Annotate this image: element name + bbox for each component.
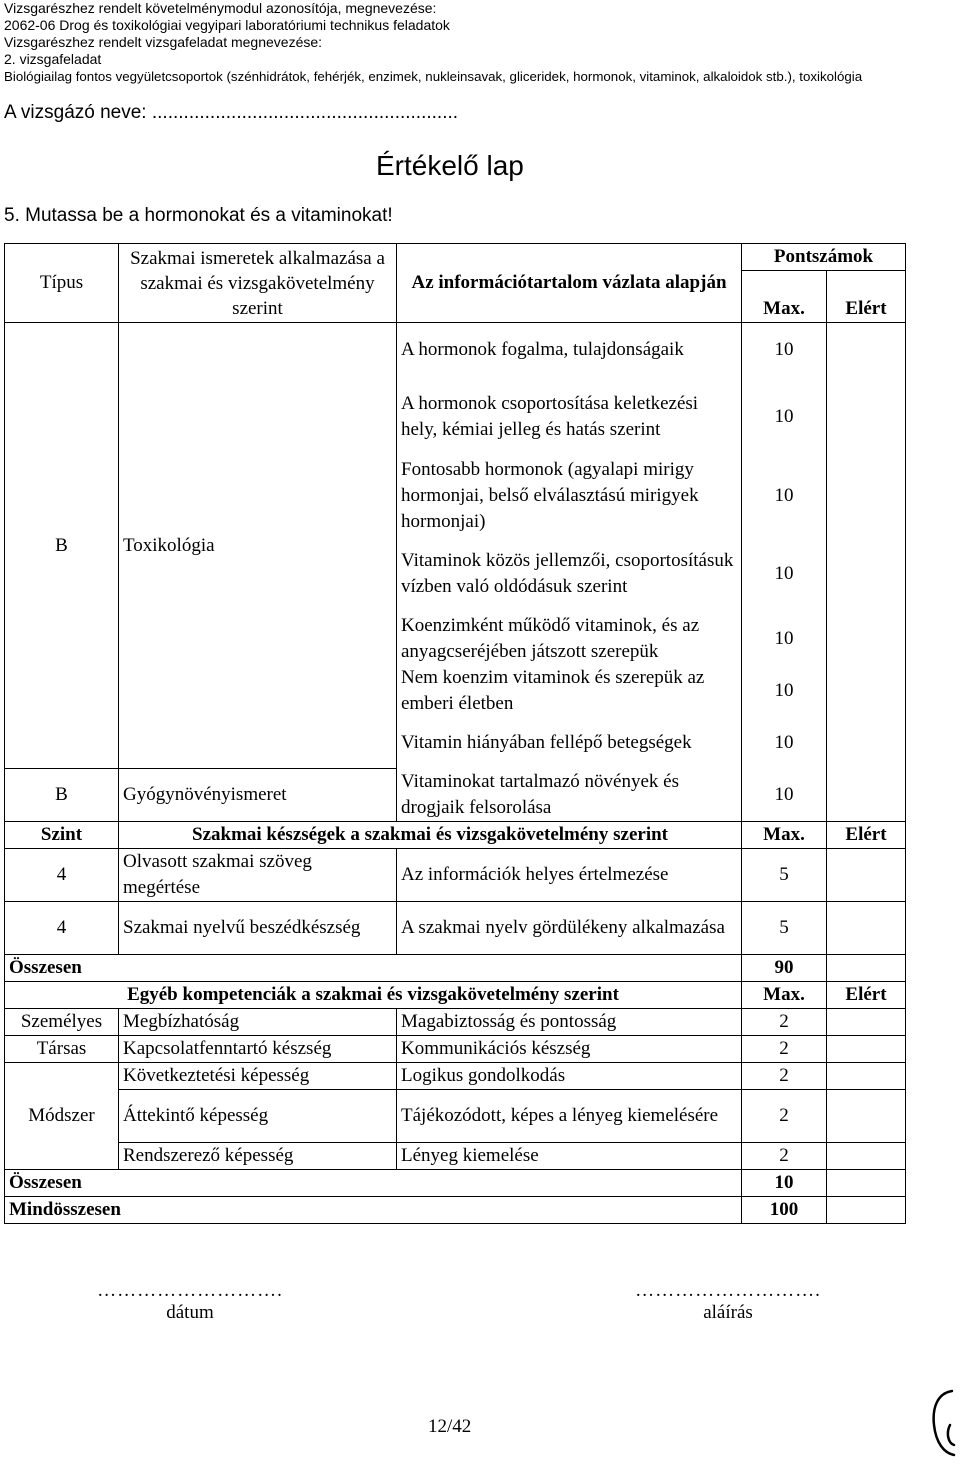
achieved-cell[interactable] [827,1196,906,1223]
achieved-cell[interactable] [827,1035,906,1062]
competency-desc: Logikus gondolkodás [397,1062,742,1089]
header-line-2: 2062-06 Drog és toxikológiai vegyipari laboratóriumi technikus feladatok [4,17,450,33]
competency-desc: Tájékozódott, képes a lényeg kiemelésére [397,1089,742,1142]
achieved-cell[interactable] [827,1142,906,1169]
signature-label: aláírás [703,1302,753,1323]
date-label: dátum [166,1302,214,1323]
criterion-max: 10 [742,457,827,535]
skill-desc: Az információk helyes értelmezése [397,848,742,901]
criterion-max: 10 [742,535,827,613]
competency-desc: Kommunikációs készség [397,1035,742,1062]
criterion-max: 10 [742,769,827,822]
col-head-type: Típus [5,244,119,323]
col-head-points: Pontszámok [742,244,906,271]
achieved-cell[interactable] [827,848,906,901]
skill-name: Olvasott szakmai szöveg megértése [119,848,397,901]
achieved-cell[interactable] [827,323,906,822]
criterion-text: Vitaminok közös jellemzői, csoportosításuk vízben való oldódásuk szerint [397,535,742,613]
criterion-text: A hormonok fogalma, tulajdonságaik [397,323,742,377]
criterion-text: A hormonok csoportosítása keletkezési hely, kémiai jelleg és hatás szerint [397,377,742,457]
page-header [4,0,862,85]
achieved-cell[interactable] [827,1062,906,1089]
col-head-professional-knowledge: Szakmai ismeretek alkalmazása a szakmai és vizsgakövetelmény szerint [119,244,397,323]
competency-max: 2 [742,1008,827,1035]
competency-max: 2 [742,1062,827,1089]
header-line-3: Vizsgarészhez rendelt vizsgafeladat megnevezése: [4,34,323,50]
group-type-b: B [5,769,119,822]
skills-head-title: Szakmai készségek a szakmai és vizsgakövetelmény szerint [119,821,742,848]
col-head-achieved: Elért [827,271,906,323]
competency-category: Személyes [5,1008,119,1035]
achieved-cell[interactable] [827,954,906,981]
handwritten-mark-icon [928,1385,958,1466]
achieved-cell[interactable] [827,901,906,954]
subtotal-value: 10 [742,1169,827,1196]
skill-level: 4 [5,901,119,954]
skill-desc: A szakmai nyelv gördülékeny alkalmazása [397,901,742,954]
date-signature-block [60,1280,320,1324]
skills-head-max: Max. [742,821,827,848]
criterion-text: Nem koenzim vitaminok és szerepük az emberi életben [397,665,742,717]
achieved-cell[interactable] [827,1169,906,1196]
col-head-max: Max. [742,271,827,323]
skill-max: 5 [742,848,827,901]
competency-max: 2 [742,1089,827,1142]
subtotal-label: Összesen [5,1169,742,1196]
skills-head-achieved: Elért [827,821,906,848]
competencies-head-title: Egyéb kompetenciák a szakmai és vizsgakövetelmény szerint [5,981,742,1008]
criterion-text: Fontosabb hormonok (agyalapi mirigy hormonjai, belső elválasztású mirigyek hormonjai) [397,457,742,535]
competency-name: Következtetési képesség [119,1062,397,1089]
competency-desc: Magabiztosság és pontosság [397,1008,742,1035]
task-title: 5. Mutassa be a hormonokat és a vitaminokat! [4,205,393,226]
competencies-head-max: Max. [742,981,827,1008]
col-head-info-outline: Az információtartalom vázlata alapján [397,244,742,323]
competency-name: Kapcsolatfenntartó készség [119,1035,397,1062]
competency-category: Társas [5,1035,119,1062]
group-topic-toxicology: Toxikológia [119,323,397,769]
grand-total-label: Mindösszesen [5,1196,742,1223]
criterion-max: 10 [742,613,827,665]
criterion-max: 10 [742,665,827,717]
competency-name: Áttekintő képesség [119,1089,397,1142]
criterion-max: 10 [742,717,827,769]
header-line-1: Vizsgarészhez rendelt követelménymodul azonosítója, megnevezése: [4,0,437,16]
subtotal-label: Összesen [5,954,742,981]
group-topic-pharmacognosy: Gyógynövényismeret [119,769,397,822]
competency-name: Megbízhatóság [119,1008,397,1035]
competency-max: 2 [742,1142,827,1169]
skills-head-level: Szint [5,821,119,848]
signature-block [598,1280,858,1324]
criterion-max: 10 [742,323,827,377]
competencies-head-achieved: Elért [827,981,906,1008]
competency-max: 2 [742,1035,827,1062]
criterion-text: Vitaminokat tartalmazó növények és drogjaik felsorolása [397,769,742,822]
group-type-b: B [5,323,119,769]
skill-level: 4 [5,848,119,901]
header-line-4: 2. vizsgafeladat [4,51,102,67]
candidate-name-line: A vizsgázó neve: .......................................................... [4,102,459,123]
competency-name: Rendszerező képesség [119,1142,397,1169]
competency-category: Módszer [5,1062,119,1169]
criterion-max: 10 [742,377,827,457]
criterion-text: Vitamin hiányában fellépő betegségek [397,717,742,769]
page-number: 12/42 [428,1416,472,1437]
achieved-cell[interactable] [827,1089,906,1142]
skill-max: 5 [742,901,827,954]
competency-desc: Lényeg kiemelése [397,1142,742,1169]
header-line-5: Biológiailag fontos vegyületcsoportok (szénhidrátok, fehérjék, enzimek, nukleinsavak, gliceridek, hormonok, vitaminok, alkaloidok stb.), toxikológia [4,69,863,84]
date-dotted-line: ………………………. [97,1280,283,1301]
page-title: Értékelő lap [376,150,524,181]
evaluation-table [4,243,906,1224]
grand-total-value: 100 [742,1196,827,1223]
achieved-cell[interactable] [827,1008,906,1035]
subtotal-value: 90 [742,954,827,981]
criterion-text: Koenzimként működő vitaminok, és az anyagcseréjében játszott szerepük [397,613,742,665]
signature-dotted-line: ………………………. [635,1280,821,1301]
skill-name: Szakmai nyelvű beszédkészség [119,901,397,954]
